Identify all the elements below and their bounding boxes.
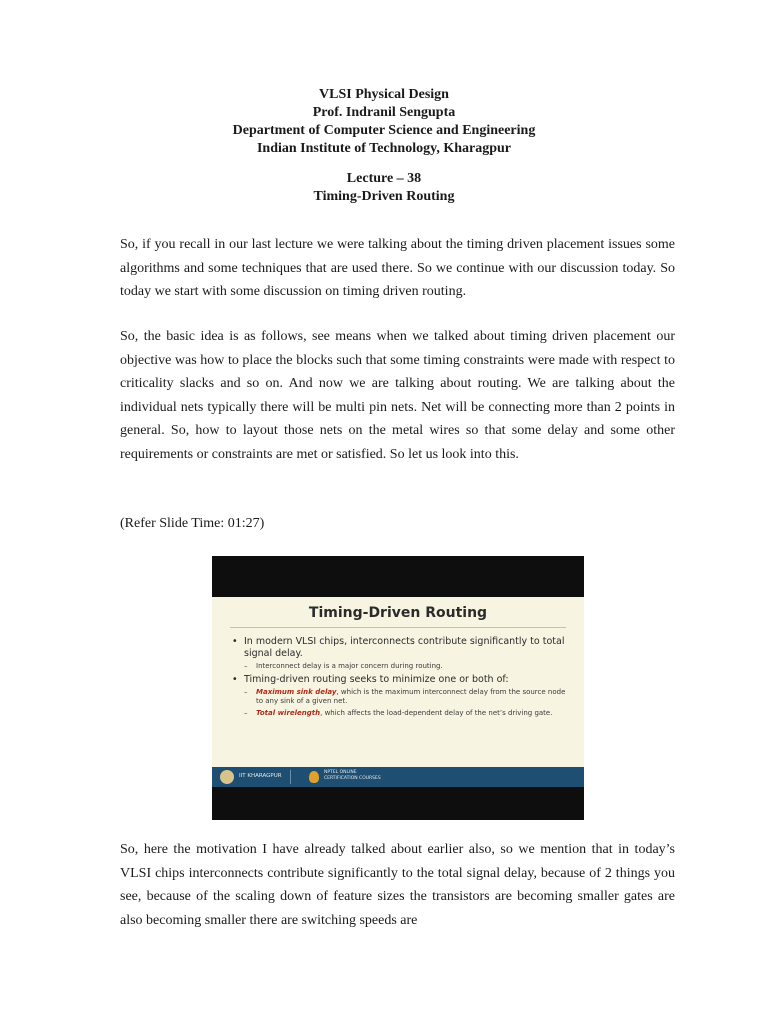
- footer-nptel-line2: CERTIFICATION COURSES: [324, 776, 381, 781]
- lecture-heading: [0, 170, 768, 206]
- slide-emphasis: Total wirelength: [256, 709, 321, 717]
- lecture-slide-image: [212, 556, 584, 820]
- lecture-title: Timing-Driven Routing: [313, 189, 455, 204]
- slide-sub-text: , which affects the load-dependent delay of the net’s driving gate.: [320, 709, 553, 717]
- slide-sub-bullet: [244, 688, 572, 706]
- slide-sub-text: , which is the maximum interconnect delay from the source node to any sink of a given net.: [256, 688, 566, 705]
- footer-divider: [290, 770, 291, 784]
- paragraph-2: So, the basic idea is as follows, see means when we talked about timing driven placement our objective was how to place the blocks such that some timing constraints were made with respect to criticality slacks and so on. And now we are talking about routing. We are talking about the individual nets typically there will be multi pin nets. Net will be connecting more than 2 points in general. So, how to layout those nets on the metal wires so that some delay and some other requirements or constraints are met or satisfied. So let us look into this.: [120, 329, 675, 462]
- slide-emphasis: Maximum sink delay: [256, 688, 337, 696]
- lecture-number: Lecture – 38: [346, 171, 422, 186]
- nptel-logo-icon: [309, 771, 319, 783]
- slide-body: [212, 597, 584, 767]
- slide-sub-bullet: [244, 709, 572, 718]
- footer-nptel-line1: NPTEL ONLINE: [324, 770, 357, 775]
- institute-name: Indian Institute of Technology, Kharagpur: [256, 141, 511, 156]
- slide-bullet: • In modern VLSI chips, interconnects contribute significantly to total signal delay.: [232, 636, 572, 660]
- slide-divider: [230, 627, 566, 628]
- footer-institute: IIT KHARAGPUR: [239, 773, 282, 779]
- slide-footer: [212, 767, 584, 787]
- slide-bullet: • Timing-driven routing seeks to minimize one or both of:: [232, 674, 572, 686]
- slide-sub-bullet: – Interconnect delay is a major concern during routing.: [244, 662, 572, 671]
- slide-reference: (Refer Slide Time: 01:27): [120, 516, 265, 531]
- department-name: Department of Computer Science and Engineering: [232, 123, 536, 138]
- paragraph-1: So, if you recall in our last lecture we were talking about the timing driven placement issues some algorithms and some techniques that are used there. So we continue with our discussion today. So today we start with some discussion on timing driven routing.: [120, 237, 675, 299]
- document-header: [0, 86, 768, 158]
- slide-content: [232, 636, 572, 721]
- professor-name: Prof. Indranil Sengupta: [312, 105, 456, 120]
- paragraph-4: So, here the motivation I have already talked about earlier also, so we mention that in today’s VLSI chips interconnects contribute significantly to the total signal delay, because of 2 things you see, because of the scaling down of feature sizes the transistors are becoming smaller gates are also becoming smaller there are switching speeds are: [120, 842, 675, 928]
- iit-logo-icon: [220, 770, 234, 784]
- course-title: VLSI Physical Design: [319, 87, 449, 102]
- slide-title: Timing-Driven Routing: [308, 605, 488, 621]
- footer-nptel: [324, 770, 414, 782]
